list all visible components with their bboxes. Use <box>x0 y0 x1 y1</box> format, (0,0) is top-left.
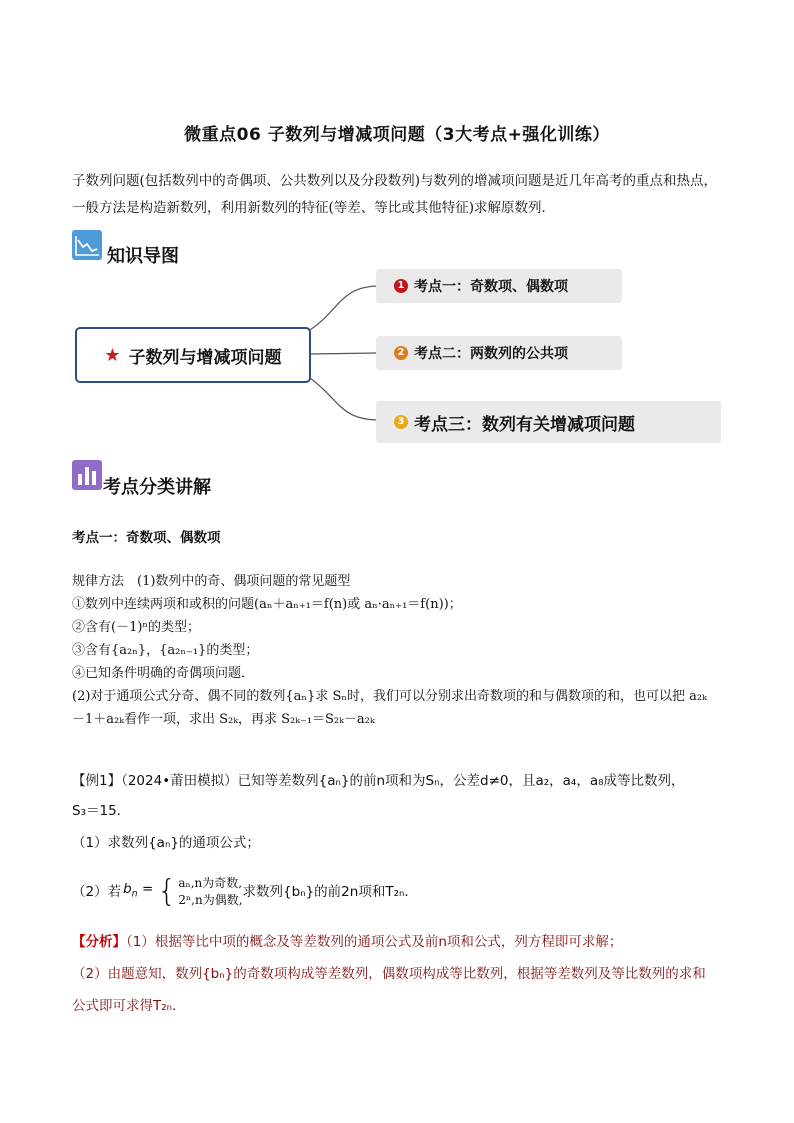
chart-line-icon <box>72 230 102 260</box>
intro-paragraph <box>72 168 732 222</box>
mindmap-node-2 <box>376 336 622 370</box>
mindmap-root <box>75 327 311 383</box>
question-1: （1）求数列{aₙ}的通项公式； <box>72 835 260 851</box>
mindmap-node-1 <box>376 269 622 303</box>
mindmap-node-label: 考点一：奇数项、偶数项 <box>414 279 568 295</box>
section-heading: 考点分类讲解 <box>103 477 211 498</box>
method-block <box>72 570 742 731</box>
bar-chart-icon <box>72 460 102 490</box>
method-item: ①数列中连续两项和或积的问题(aₙ＋aₙ₊₁＝f(n)或 aₙ·aₙ₊₁＝f(n))； <box>72 597 462 612</box>
number-badge-icon: 3 <box>394 415 408 429</box>
analysis-line-2: （2）由题意知，数列{bₙ}的奇数项构成等差数列，偶数项构成等比数列，根据等差数列及等比数列的求和 <box>72 966 706 982</box>
method-item: ④已知条件明确的奇偶项问题． <box>72 666 255 681</box>
method-note-1: (2)对于通项公式分奇、偶不同的数列{aₙ}求 Sₙ时，我们可以分别求出奇数项的和与偶数项的和，也可以把 a₂ₖ <box>72 689 707 704</box>
mindmap-node-label: 考点三：数列有关增减项问题 <box>414 414 635 435</box>
knowledge-map-heading: 知识导图 <box>107 246 179 267</box>
number-badge-icon: 1 <box>394 279 408 293</box>
case-odd: aₙ,n为奇数, <box>178 876 243 890</box>
example-text-2: S₃＝15． <box>72 803 131 819</box>
example-text-1: 已知等差数列{aₙ}的前n项和为Sₙ，公差d≠0，且a₂，a₄，a₈成等比数列， <box>237 773 685 789</box>
intro-line-1: 子数列问题(包括数列中的奇偶项、公共数列以及分段数列)与数列的增减项问题是近几年高考的重点和热点， <box>72 173 718 189</box>
bn-symbol: $b_n$ = <box>123 881 154 900</box>
star-icon: ★ <box>104 344 121 366</box>
sub-heading: 考点一：奇数项、偶数项 <box>72 530 221 546</box>
method-item: ③含有{a₂ₙ}，{a₂ₙ₋₁}的类型； <box>72 643 259 658</box>
piecewise-cases <box>178 875 242 909</box>
question-2 <box>72 872 752 912</box>
method-title: 规律方法 (1)数列中的奇、偶项问题的常见题型 <box>72 574 351 589</box>
mindmap-root-label: 子数列与增减项问题 <box>128 347 282 368</box>
example-source: （2024•莆田模拟） <box>121 773 238 789</box>
mindmap-node-label: 考点二：两数列的公共项 <box>414 346 568 362</box>
analysis-block <box>72 926 752 1022</box>
method-note-2: －1＋a₂ₖ看作一项，求出 S₂ₖ，再求 S₂ₖ₋₁＝S₂ₖ－a₂ₖ <box>72 712 375 727</box>
brace-icon: { <box>157 874 177 909</box>
question-2-suffix: 求数列{bₙ}的前2n项和T₂ₙ． <box>242 884 418 900</box>
example-block <box>72 766 752 912</box>
mindmap-node-3 <box>376 401 721 443</box>
question-2-prefix: （2）若 <box>72 884 122 900</box>
number-badge-icon: 2 <box>394 346 408 360</box>
intro-line-2: 一般方法是构造新数列，利用新数列的特征(等差、等比或其他特征)求解原数列． <box>72 200 556 216</box>
method-item: ②含有(－1)ⁿ的类型； <box>72 620 201 635</box>
example-tag: 【例1】 <box>72 773 122 789</box>
page-title: 微重点06 子数列与增减项问题（3大考点+强化训练） <box>184 125 610 145</box>
analysis-tag: 【分析】 <box>72 934 126 950</box>
case-even: 2ⁿ,n为偶数, <box>178 893 243 907</box>
analysis-line-3: 公式即可求得T₂ₙ． <box>72 998 186 1014</box>
analysis-line-1: （1）根据等比中项的概念及等差数列的通项公式及前n项和公式，列方程即可求解； <box>126 934 623 950</box>
